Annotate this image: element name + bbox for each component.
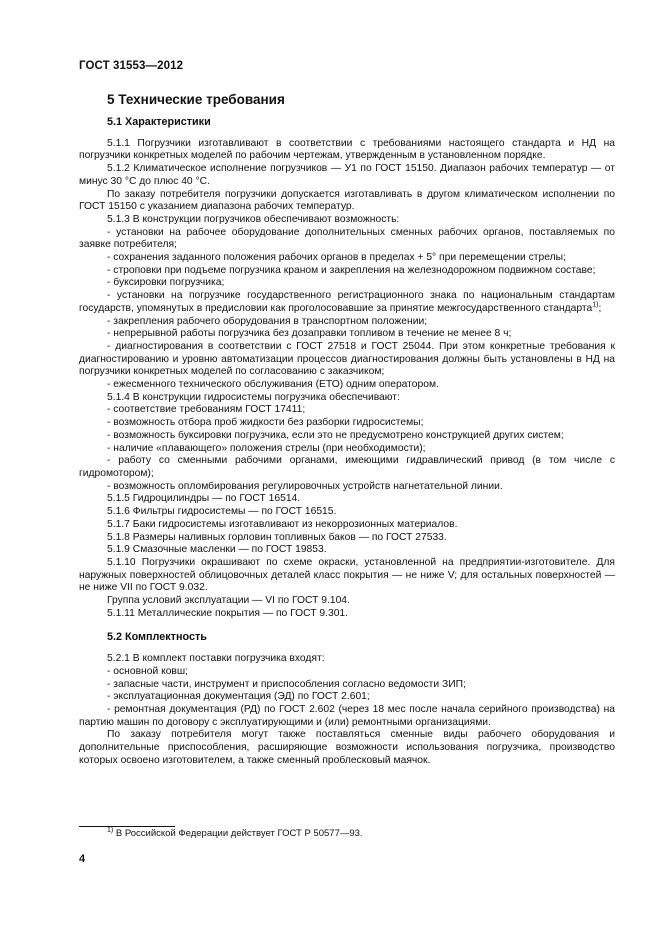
paragraph: 5.2.1 В комплект поставки погрузчика входят: — [107, 653, 325, 665]
paragraph: 5.1.8 Размеры наливных горловин топливных баков — по ГОСТ 27533. — [107, 531, 447, 543]
paragraph: Группа условий эксплуатации — VI по ГОСТ 9.104. — [107, 595, 350, 607]
paragraph: По заказу потребителя погрузчики допускается изготавливать в другом климатическом исполнении по ГОСТ 15150 с указанием диапазона рабочих температур. — [79, 188, 615, 213]
paragraph-tail: ; — [598, 302, 602, 314]
section-title: 5 Технические требования — [107, 92, 285, 107]
paragraph: - основной ковш; — [107, 665, 189, 677]
paragraph: - закрепления рабочего оборудования в транспортном положении; — [107, 315, 428, 327]
paragraph: - возможность отбора проб жидкости без разборки гидросистемы; — [107, 417, 424, 429]
paragraph: - работу со сменными рабочими органами, имеющими гидравлический привод (в том числе с гидромотором); — [79, 455, 615, 479]
paragraph: По заказу потребителя могут также поставляться сменные виды рабочего оборудования и дополнительные приспособления, расширяющие возможности использования погрузчика, производство которых освоено изготовителем, а также сменный проблесковый маячок. — [79, 729, 615, 766]
paragraph: - эксплуатационная документация (ЭД) по ГОСТ 2.601; — [107, 691, 370, 703]
paragraph: 5.1.3 В конструкции погрузчиков обеспечивают возможность: — [107, 213, 400, 225]
footnote-ref: 1) — [592, 301, 599, 309]
paragraph: 5.1.6 Фильтры гидросистемы — по ГОСТ 16515. — [107, 506, 337, 518]
paragraph: - диагностирования в соответствии с ГОСТ 27518 и ГОСТ 25044. При этом конкретные требования к диагностированию и уровню автоматизации процессов диагностирования должны быть установлены в НД на погрузчики конкретных моделей по согласованию с заказчиком; — [79, 340, 615, 378]
paragraph: 5.1.4 В конструкции гидросистемы погрузчика обеспечивают: — [107, 391, 400, 403]
subsection-title-characteristics: 5.1 Характеристики — [107, 116, 211, 128]
paragraph: - запасные части, инструмент и приспособления согласно ведомости ЗИП; — [107, 678, 466, 690]
paragraph: - непрерывной работы погрузчика без дозаправки топливом в течение не менее 8 ч; — [107, 328, 512, 340]
paragraph-group-3 — [79, 653, 615, 767]
paragraph-with-footnote-ref — [79, 290, 615, 315]
paragraph: - сохранения заданного положения рабочих органов в пределах + 5° при перемещении стрелы; — [107, 252, 566, 264]
paragraph: 5.1.9 Смазочные масленки — по ГОСТ 19853. — [107, 544, 327, 556]
footnote-text: В Российской Федерации действует ГОСТ Р 50577—93. — [115, 828, 363, 839]
footnote-mark: 1) — [107, 826, 114, 834]
paragraph: - установки на рабочее оборудование дополнительных сменных рабочих органов, поставляемых по заявке потребителя; — [79, 226, 615, 251]
document-header: ГОСТ 31553—2012 — [79, 60, 184, 72]
paragraph: - наличие «плавающего» положения стрелы (при необходимости); — [107, 442, 426, 454]
paragraph-group-2 — [79, 316, 615, 621]
paragraph: 5.1.10 Погрузчики окрашивают по схеме окраски, установленной на предприятии-изготовителе. Для наружных поверхностей облицовочных деталей класс покрытия — не ниже V; для остальных поверхностей — не ниже VII по ГОСТ 9.032. — [79, 556, 615, 594]
page-number: 4 — [79, 853, 86, 865]
paragraph: 5.1.1 Погрузчики изготавливают в соответствии с требованиями настоящего стандарта и НД на погрузчики конкретных моделей по рабочим чертежам, утвержденным в установленном порядке. — [79, 137, 615, 162]
paragraph: 5.1.7 Баки гидросистемы изготавливают из некоррозионных материалов. — [107, 518, 458, 530]
paragraph: - строповки при подъеме погрузчика краном и закрепления на железнодорожном подвижном составе; — [107, 264, 596, 276]
body-text — [79, 116, 615, 767]
paragraph: - соответствие требованиям ГОСТ 17411; — [107, 404, 306, 416]
paragraph: 5.1.11 Металлические покрытия — по ГОСТ 9.301. — [107, 607, 349, 619]
paragraph: - буксировки погрузчика; — [107, 277, 225, 289]
paragraph: 5.1.5 Гидроцилиндры — по ГОСТ 16514. — [107, 493, 301, 505]
paragraph: 5.1.2 Климатическое исполнение погрузчиков — У1 по ГОСТ 15150. Диапазон рабочих температур — от минус 30 °С до плюс 40 °С. — [79, 163, 615, 187]
paragraph: - возможность опломбирования регулировочных устройств нагнетательной линии. — [107, 480, 503, 492]
paragraph: - ежесменного технического обслуживания (ЕТО) одним оператором. — [107, 379, 439, 391]
footnote — [107, 828, 363, 839]
paragraph-text: - установки на погрузчике государственного регистрационного знака по национальным стандартам государств, упомянутых в предисловии как проголосовавшие за принятие межгосударственного стандарта — [79, 290, 615, 314]
paragraph: - ремонтная документация (РД) по ГОСТ 2.602 (через 18 мес после начала серийного производства) на партию машин по договору с эксплуатирующими и (или) ремонтными организациями. — [79, 703, 615, 728]
paragraph-group-1 — [79, 138, 615, 290]
paragraph: - возможность буксировки погрузчика, если это не предусмотрено конструкцией других систем; — [107, 429, 564, 441]
subsection-title-completeness: 5.2 Комплектность — [107, 631, 207, 644]
footnote-separator — [79, 826, 175, 827]
